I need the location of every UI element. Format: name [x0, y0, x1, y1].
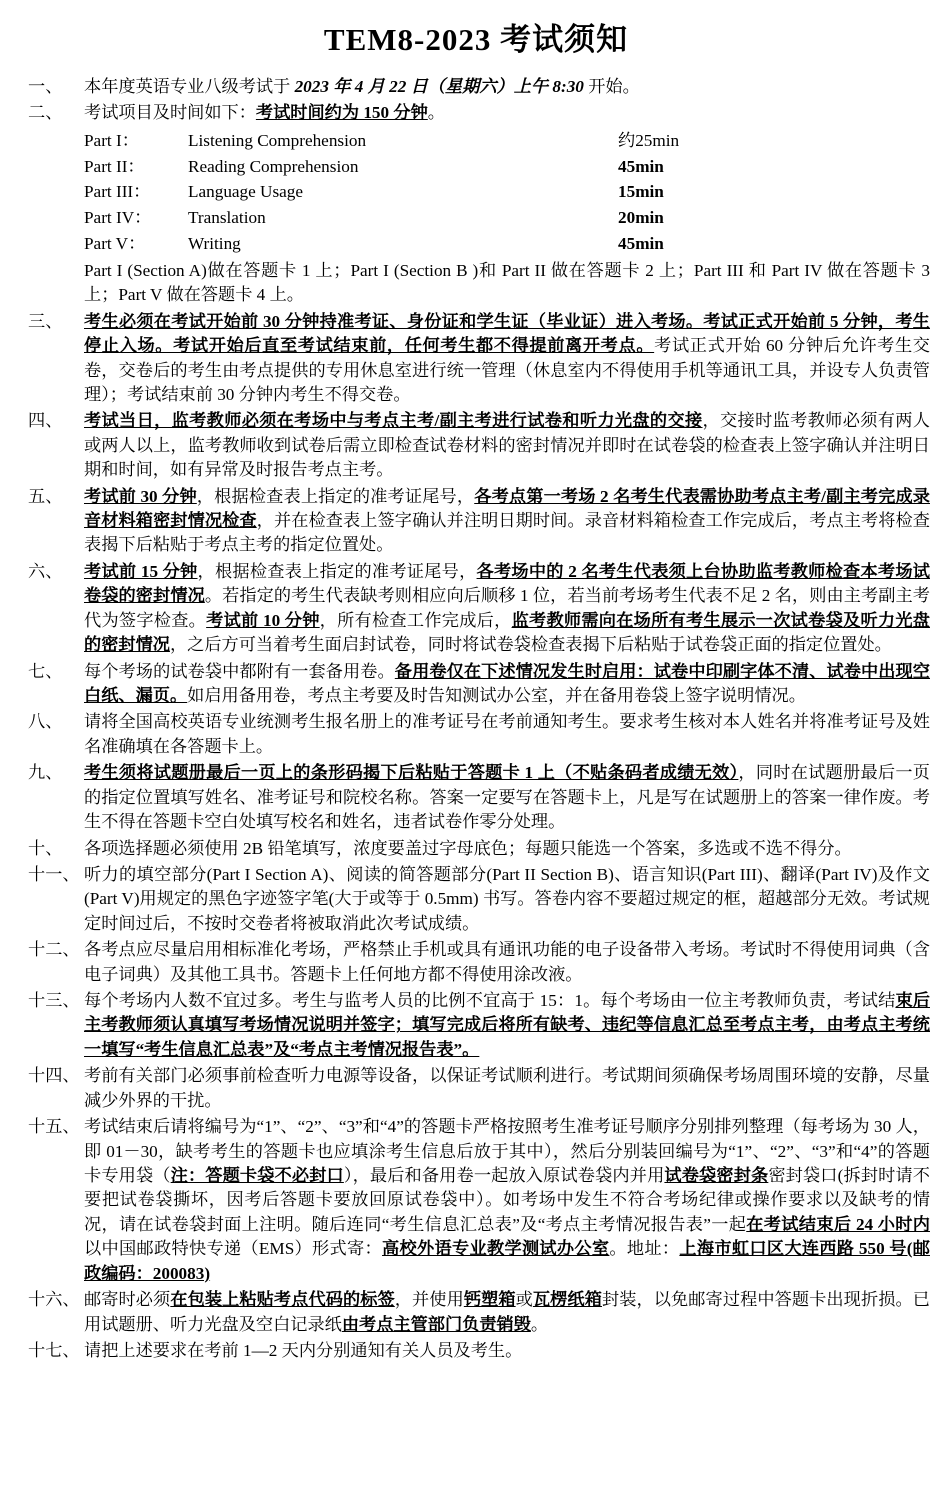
notice-item: [22, 938, 930, 987]
part-label: Part III：: [84, 182, 151, 202]
text-segment: 备用卷仅在下述情况发生时启用：试卷中印刷字体不清、试卷中出现空白纸、漏页。: [84, 661, 930, 705]
part-name: Language Usage: [188, 182, 304, 202]
item-body: [84, 1064, 930, 1113]
text-segment: ，交接时监考教师必须有两人或两人以上，监考教师收到试卷后需立即检查试卷材料的密封情况并即时在试卷袋的检查表上签字确认并注明日期和时间，如有异常及时报告考点主考。: [84, 411, 930, 480]
text-segment: 考试前 15 分钟: [84, 561, 198, 581]
exam-part-row: [84, 128, 930, 154]
text-segment: 在考试结束后 24 小时内: [746, 1214, 930, 1234]
item-body: [84, 989, 930, 1062]
notice-item: [22, 1064, 930, 1113]
text-segment: 密封袋口(拆封时请不要把试卷袋撕坏，因考后答题卡要放回原试卷袋中）。如考场中发生不符合考场纪律或操作要求以及缺考的情况，请在试卷袋封面上注明。随后连同“考生信息汇总表”及“考点主考情况报告表”一起: [84, 1166, 930, 1234]
part-label: Part V：: [84, 234, 146, 254]
notice-item: [22, 989, 930, 1062]
text-segment: 上海市虹口区大连西路 550 号(邮政编码：200083): [84, 1239, 930, 1283]
text-segment: ，根据检查表上指定的准考证尾号，: [197, 561, 477, 581]
text-segment: 考试时间约为 150 分钟: [255, 103, 428, 123]
text-segment: 考试正式开始 60 分钟后允许考生交卷，交卷后的考生由考点提供的专用休息室进行统一管理（休息室内不得使用手机等通讯工具，并设专人负责管理）；考试结束前 30 分钟内考生不得交卷。: [84, 336, 930, 404]
item-body: [84, 310, 930, 408]
item-body: [84, 938, 930, 987]
text-segment: 听力的填空部分(Part I Section A)、阅读的简答题部分(Part II Section B)、语言知识(Part III)、翻译(Part IV)及作文(Part V)用规定的黑色字迹签字笔(大于或等于 0.5mm) 书写。答卷内容不要超过规定的框，超越部分无效。考试规定时间过后，不按时交卷者将被取消此次考试成绩。: [84, 864, 930, 933]
page-title: TEM8-2023 考试须知: [323, 22, 629, 57]
part-name: Reading Comprehension: [188, 156, 359, 176]
text-segment: 束后主考教师须认真填写考场情况说明并签字；填写完成后将所有缺考、违纪等信息汇总至考点主考，由考点主考统一填写“考生信息汇总表”及“考点主考情况报告表”。: [84, 991, 930, 1059]
text-segment: 考前有关部门必须事前检查听力电源等设备，以保证考试顺利进行。考试期间须确保考场周围环境的安静，尽量减少外界的干扰。: [84, 1066, 930, 1110]
text-segment: 。: [427, 103, 445, 123]
notice-item: [22, 485, 930, 558]
notice-item: [22, 761, 930, 834]
text-segment: 。: [530, 1314, 549, 1334]
part-label: Part I：: [84, 130, 139, 150]
text-segment: ，并使用: [394, 1290, 464, 1310]
text-segment: 或: [515, 1290, 533, 1310]
text-segment: ，之后方可当着考生面启封试卷，同时将试卷袋检查表揭下后粘贴于试卷袋正面的指定位置处。: [169, 635, 892, 655]
part-name: Listening Comprehension: [188, 130, 367, 150]
text-segment: 以中国邮政特快专递（EMS）形式寄：: [84, 1239, 383, 1259]
notice-item: [22, 837, 930, 861]
text-segment: 每个考场的试卷袋中都附有一套备用卷。: [84, 661, 395, 681]
item-paragraph: [84, 409, 930, 482]
notice-item: [22, 560, 930, 658]
item-paragraph: [84, 863, 930, 936]
text-segment: 考试当日，监考教师必须在考场中与考点主考/副主考进行试卷和听力光盘的交接: [84, 411, 703, 431]
text-segment: 考试前 10 分钟: [206, 610, 320, 630]
text-segment: 注：答题卡袋不必封口: [170, 1166, 344, 1186]
item-number: 一、: [28, 77, 63, 96]
item-body: [84, 863, 930, 936]
item-paragraph: [84, 837, 930, 861]
item-number: 九、: [28, 763, 63, 783]
text-segment: 监考教师需向在场所有考生展示一次试卷袋及听力光盘的密封情况: [84, 610, 930, 655]
notice-item: [22, 409, 930, 482]
item-paragraph: [84, 101, 930, 125]
part-duration: 45min: [618, 234, 664, 254]
item-body: [84, 1115, 930, 1286]
item-paragraph: [84, 938, 930, 987]
text-segment: 每个考场内人数不宜过多。考生与监考人员的比例不宜高于 15：1。每个考场由一位主考教师负责，考试结: [84, 991, 896, 1011]
item-paragraph: [84, 1339, 930, 1363]
item-number: 六、: [28, 561, 63, 581]
text-segment: 考试项目及时间如下：: [84, 103, 256, 123]
notice-item: [22, 310, 930, 408]
text-segment: 在包装上粘贴考点代码的标签: [170, 1290, 395, 1310]
item-body: [84, 560, 930, 658]
item-paragraph: [84, 1064, 930, 1113]
text-segment: 如启用备用卷，考点主考要及时告知测试办公室，并在备用卷袋上签字说明情况。: [187, 686, 806, 705]
item-body: [84, 101, 930, 307]
text-segment: 。若指定的考生代表缺考则相应向后顺移 1 位，若当前考场考生代表不足 2 名，则由主考副主考代为签字检查。: [84, 586, 930, 630]
text-segment: ，根据检查表上指定的准考证尾号，: [196, 486, 475, 506]
text-segment: 各项选择题必须使用 2B 铅笔填写，浓度要盖过字母底色；每题只能选一个答案，多选或不选不得分。: [84, 838, 852, 858]
notice-item: [22, 863, 930, 936]
text-segment: 封装，以免邮寄过程中答题卡出现折损。已用试题册、听力光盘及空白记录纸: [84, 1290, 930, 1334]
text-segment: 考生必须在考试开始前 30 分钟持准考证、身份证和学生证（毕业证）进入考场。考试正式开始前 5 分钟，考生停止入场。考试开始后直至考试结束前，任何考生都不得提前离开考点。: [84, 311, 930, 356]
item-paragraph: [84, 75, 930, 99]
item-paragraph: [84, 660, 930, 709]
notice-item: [22, 75, 930, 99]
text-segment: 试卷袋密封条: [664, 1166, 769, 1186]
part-label: Part II：: [84, 156, 145, 176]
notice-item: [22, 1288, 930, 1337]
part-duration: 20min: [618, 208, 664, 228]
text-segment: 请将全国高校英语专业统测考生报名册上的准考证号在考前通知考生。要求考生核对本人姓名并将准考证号及姓名准确填在各答题卡上。: [84, 712, 930, 756]
item-number: 三、: [28, 311, 63, 331]
item-number: 十二、: [28, 940, 80, 960]
notice-item: [22, 710, 930, 759]
item-paragraph: [84, 989, 930, 1062]
item-paragraph: [84, 310, 930, 408]
text-segment: 瓦楞纸箱: [532, 1290, 602, 1310]
item-number: 十六、: [28, 1290, 80, 1310]
text-segment: 本年度英语专业八级考试于: [84, 77, 295, 96]
part-name: Translation: [188, 208, 266, 228]
item-number: 二、: [28, 103, 63, 123]
text-segment: 各考点第一考场 2 名考生代表需协助考点主考/副主考完成录音材料箱密封情况检查: [84, 486, 930, 531]
exam-part-row: [84, 179, 930, 205]
item-number: 十三、: [28, 991, 80, 1011]
part-duration: 约25min: [618, 130, 680, 150]
item-number: 七、: [28, 661, 63, 681]
item-number: 四、: [28, 411, 63, 431]
text-segment: 钙塑箱: [463, 1290, 516, 1310]
notice-item: [22, 660, 930, 709]
text-segment: 高校外语专业教学测试办公室: [382, 1239, 610, 1259]
item-paragraph: [84, 560, 930, 658]
text-segment: 各考点应尽量启用相标准化考场，严格禁止手机或具有通讯功能的电子设备带入考场。考试时不得使用词典（含电子词典）及其他工具书。答题卡上任何地方都不得使用涂改液。: [84, 940, 930, 984]
item-paragraph: [84, 1115, 930, 1286]
text-segment: ，所有检查工作完成后，: [319, 610, 512, 630]
text-segment: 邮寄时必须: [84, 1290, 171, 1310]
text-segment: 考试前 30 分钟: [84, 486, 197, 506]
text-segment: 由考点主管部门负责销毁: [341, 1314, 531, 1334]
text-segment: 2023 年 4 月 22 日（星期六）上午 8:30: [294, 77, 584, 96]
item-number: 八、: [28, 712, 63, 732]
item-paragraph: [84, 761, 930, 834]
text-segment: 请把上述要求在考前 1—2 天内分别通知有关人员及考生。: [84, 1340, 523, 1360]
text-segment: 开始。: [583, 77, 640, 96]
notice-item: [22, 1339, 930, 1363]
notice-item: [22, 1115, 930, 1286]
exam-part-row: [84, 231, 930, 257]
item-number: 十、: [28, 838, 63, 858]
text-segment: 。地址：: [609, 1239, 680, 1259]
item-body: [84, 710, 930, 759]
text-segment: ，同时在试题册最后一页的指定位置填写姓名、准考证号和院校名称。答案一定要写在答题卡上，凡是写在试题册上的答案一律作废。考生不得在答题卡空白处填写校名和姓名，违者试卷作零分处理。: [84, 763, 930, 832]
item-body: [84, 1288, 930, 1337]
text-segment: ），最后和备用卷一起放入原试卷袋内并用: [343, 1166, 665, 1186]
notice-items-list: [22, 75, 930, 1363]
item-body: [84, 485, 930, 558]
text-segment: ，并在检查表上签字确认并注明日期时间。录音材料箱检查工作完成后，考点主考将检查表揭下后粘贴于考点主考的指定位置处。: [84, 511, 930, 555]
part-duration: 15min: [618, 182, 664, 202]
item-body: [84, 837, 930, 861]
item-number: 十五、: [28, 1117, 80, 1137]
text-segment: 考生须将试题册最后一页上的条形码揭下后粘贴于答题卡 1 上（不贴条码者成绩无效）: [84, 763, 739, 783]
item-number: 十一、: [28, 864, 80, 884]
item-paragraph: [84, 710, 930, 759]
text-segment: 考试结束后请将编号为“1”、“2”、“3”和“4”的答题卡严格按照考生准考证号顺序分别排列整理（每考场为 30 人，即 01－30，缺考考生的答题卡也应填涂考生信息后放于其中），然后分别装回编号为“1”、“2”、“3”和“4”的答题卡专用袋（: [84, 1117, 930, 1186]
part-label: Part IV：: [84, 208, 152, 228]
item-number: 十四、: [28, 1066, 80, 1086]
item-number: 五、: [28, 486, 63, 506]
item-paragraph: [84, 485, 930, 558]
exam-parts-table: [84, 128, 930, 257]
answer-sheet-note: Part I (Section A)做在答题卡 1 上；Part I (Section B )和 Part II 做在答题卡 2 上；Part III 和 Part IV 做在答题卡 3 上；Part V 做在答题卡 4 上。: [84, 260, 930, 305]
text-segment: 各考场中的 2 名考生代表须上台协助监考教师检查本考场试卷袋的密封情况: [84, 561, 930, 606]
item-body: [84, 660, 930, 709]
notice-item: [22, 101, 930, 307]
exam-part-row: [84, 154, 930, 180]
item-body: [84, 75, 930, 99]
item-body: [84, 409, 930, 482]
item-body: [84, 1339, 930, 1363]
part-duration: 45min: [618, 156, 664, 176]
exam-part-row: [84, 205, 930, 231]
item-number: 十七、: [28, 1340, 80, 1360]
item-paragraph: [84, 1288, 930, 1337]
item-body: [84, 761, 930, 834]
part-name: Writing: [188, 234, 241, 254]
